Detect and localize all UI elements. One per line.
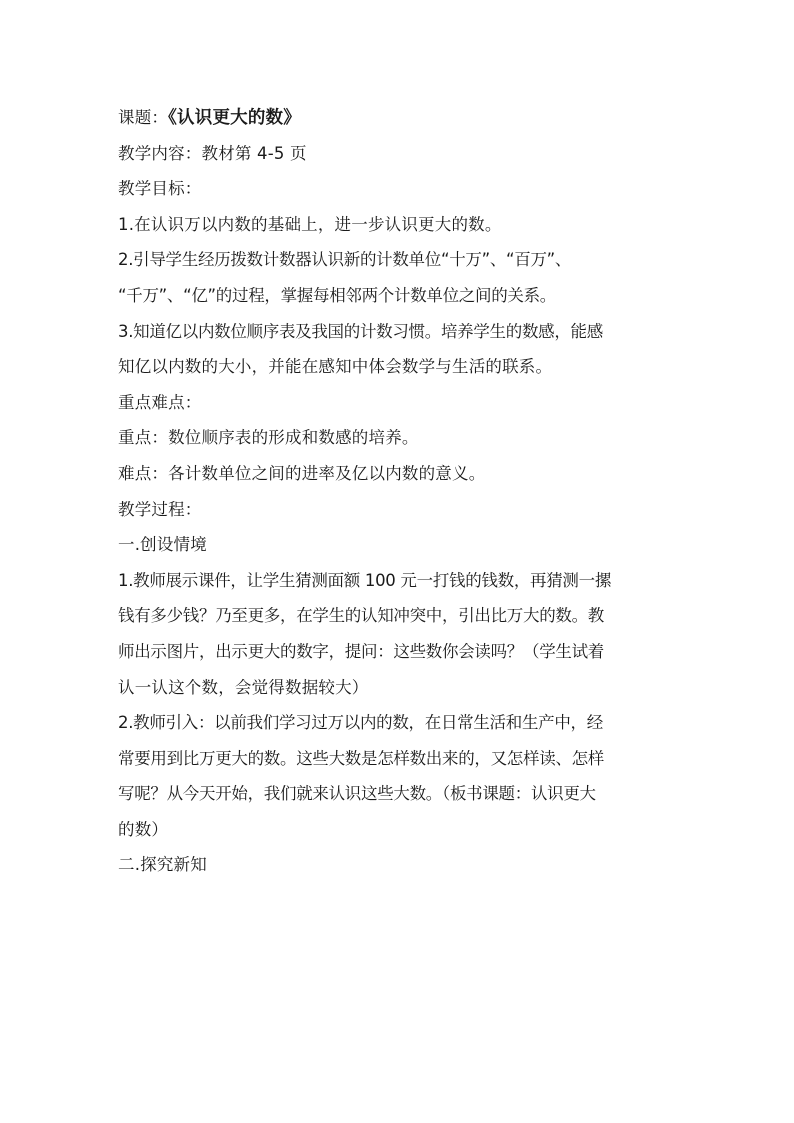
key-point-line: 重点：数位顺序表的形成和数感的培养。 xyxy=(118,428,419,448)
goal-3-line-2: 知亿以内数的大小，并能在感知中体会数学与生活的联系。 xyxy=(118,357,553,377)
step-1-line-3: 师出示图片，出示更大的数字，提问：这些数你会读吗？（学生试着 xyxy=(118,641,605,661)
teaching-content-line: 教学内容：教材第 4-5 页 xyxy=(118,143,307,163)
difficult-point-line: 难点：各计数单位之间的进率及亿以内数的意义。 xyxy=(118,463,486,483)
lesson-title-text: 《认识更大的数》 xyxy=(168,108,301,128)
section-2-heading: 二.探究新知 xyxy=(118,855,207,875)
goal-3-line-1: 3.知道亿以内数位顺序表及我国的计数习惯。培养学生的数感，能感 xyxy=(118,321,603,341)
step-2-line-4: 的数） xyxy=(118,819,169,839)
lesson-title-label: 课题： xyxy=(118,108,169,127)
step-1-line-4: 认一认这个数，会觉得数据较大） xyxy=(118,677,369,697)
step-2-line-3: 写呢？从今天开始，我们就来认识这些大数。（板书课题：认识更大 xyxy=(118,784,596,804)
teaching-process-heading: 教学过程： xyxy=(118,499,202,519)
section-1-heading: 一.创设情境 xyxy=(118,535,207,555)
step-1-line-1: 1.教师展示课件，让学生猜测面额 100 元一打钱的钱数，再猜测一摞 xyxy=(118,570,612,590)
document-body xyxy=(118,100,686,883)
step-1-line-2: 钱有多少钱？乃至更多，在学生的认知冲突中，引出比万大的数。教 xyxy=(118,606,605,626)
goal-2-line-2: “千万”、“亿”的过程，掌握每相邻两个计数单位之间的关系。 xyxy=(118,285,556,305)
teaching-goals-heading: 教学目标： xyxy=(118,179,202,199)
goal-1-line: 1.在认识万以内数的基础上，进一步认识更大的数。 xyxy=(118,214,502,234)
goal-2-line-1: 2.引导学生经历拨数计数器认识新的计数单位“十万”、“百万”、 xyxy=(118,250,572,270)
step-2-line-1: 2.教师引入：以前我们学习过万以内的数，在日常生活和生产中，经 xyxy=(118,713,603,733)
lesson-title xyxy=(118,100,686,136)
key-difficult-heading: 重点难点： xyxy=(118,392,202,412)
step-2-line-2: 常要用到比万更大的数。这些大数是怎样数出来的，又怎样读、怎样 xyxy=(118,748,605,768)
